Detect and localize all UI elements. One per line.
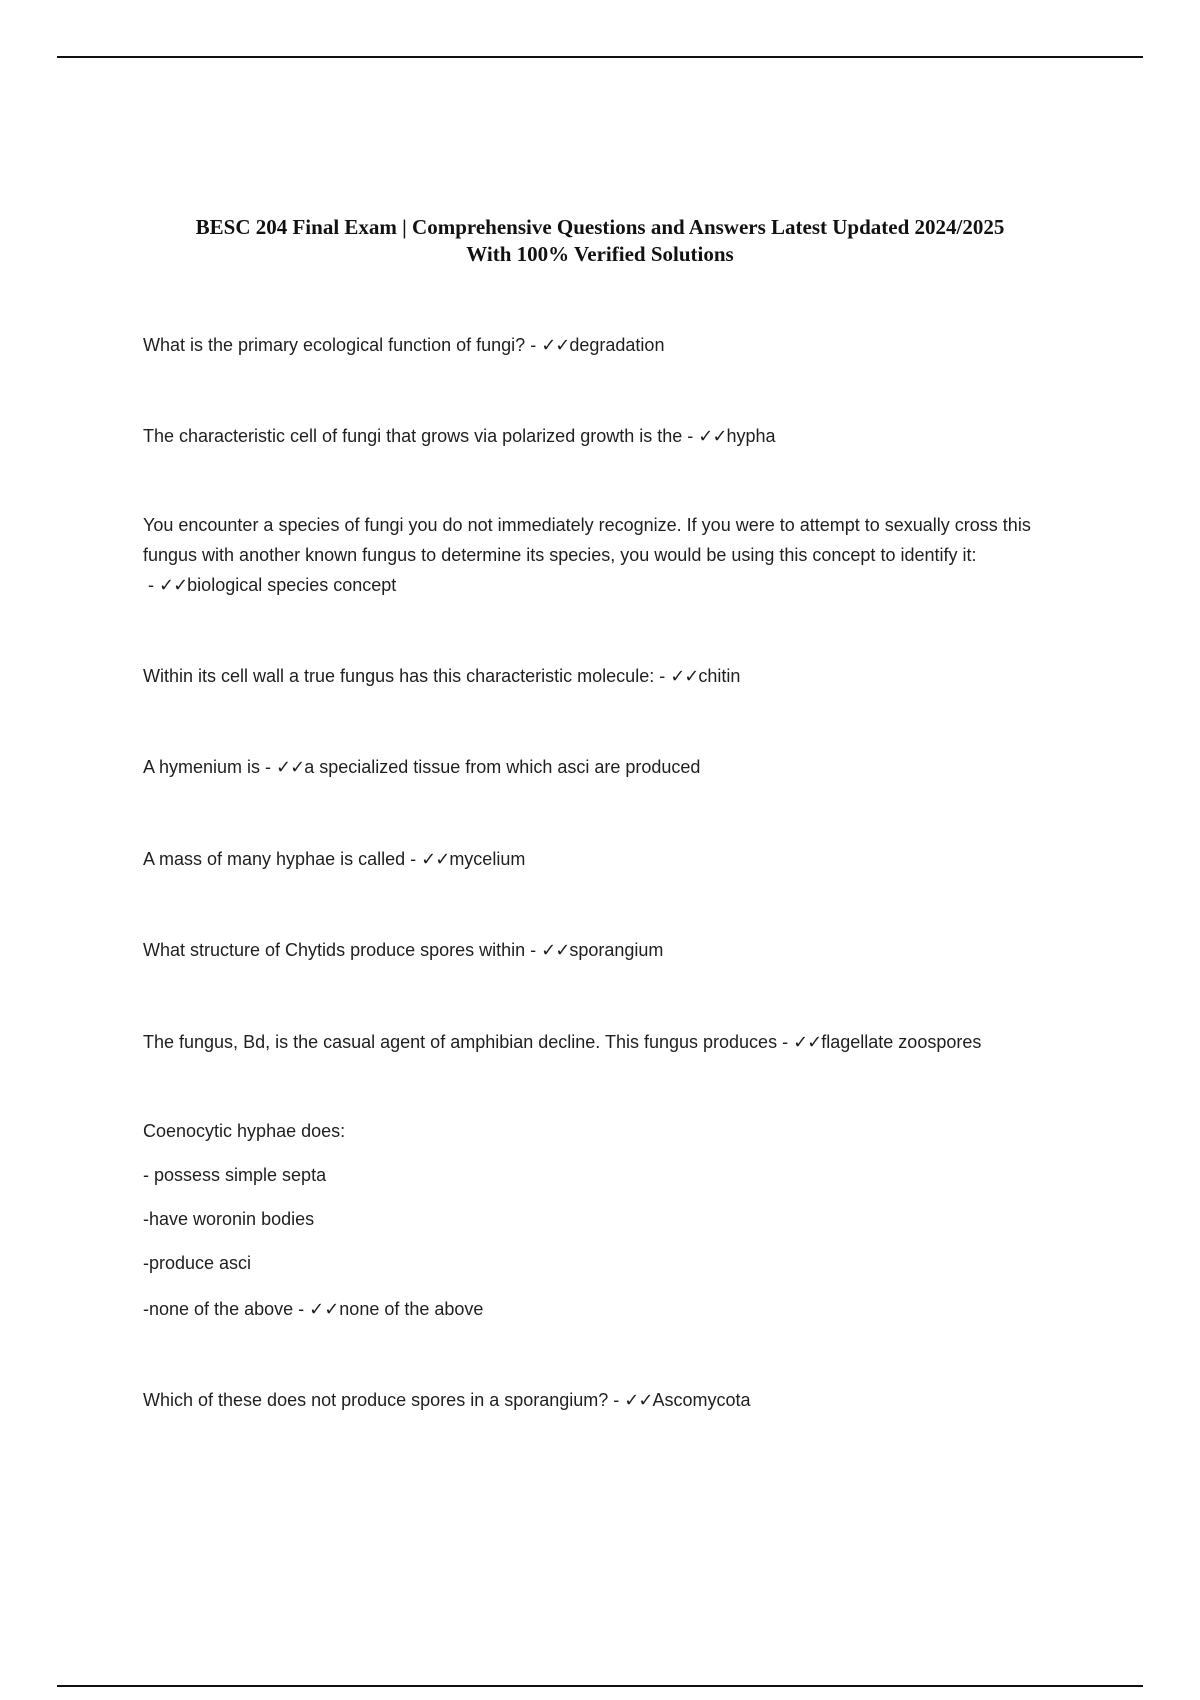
mc-option-4-with-answer bbox=[143, 1294, 483, 1324]
separator: - bbox=[608, 1390, 625, 1410]
question-text: The characteristic cell of fungi that grows via polarized growth is the bbox=[143, 426, 683, 446]
answer-text: biological species concept bbox=[187, 575, 397, 595]
question-text: What is the primary ecological function of fungi? bbox=[143, 335, 526, 355]
check-icon: ✓✓ bbox=[421, 849, 450, 869]
separator: - bbox=[405, 849, 422, 869]
check-icon: ✓✓ bbox=[698, 426, 727, 446]
qa-item-3 bbox=[143, 510, 1083, 600]
qa-item-2 bbox=[143, 421, 1083, 451]
title-line-2: With 100% Verified Solutions bbox=[466, 242, 734, 266]
qa-item-7 bbox=[143, 935, 1083, 965]
separator: - bbox=[525, 940, 542, 960]
answer-text: degradation bbox=[569, 335, 665, 355]
qa-item-6 bbox=[143, 844, 1083, 874]
bottom-rule bbox=[57, 1685, 1143, 1687]
separator: - bbox=[525, 335, 542, 355]
answer-text: hypha bbox=[726, 426, 776, 446]
separator: - bbox=[682, 426, 699, 446]
separator: - bbox=[260, 757, 277, 777]
qa-item-1 bbox=[143, 330, 1083, 360]
answer-text: a specialized tissue from which asci are produced bbox=[304, 757, 701, 777]
question-text: A mass of many hyphae is called bbox=[143, 849, 406, 869]
check-icon: ✓✓ bbox=[793, 1032, 822, 1052]
question-text: Within its cell wall a true fungus has this characteristic molecule: bbox=[143, 666, 655, 686]
qa-item-8 bbox=[143, 1027, 1143, 1057]
check-icon: ✓✓ bbox=[159, 575, 188, 595]
qa-item-last bbox=[143, 1385, 1083, 1415]
answer-text: none of the above bbox=[339, 1299, 484, 1319]
top-rule bbox=[57, 56, 1143, 58]
separator: - bbox=[143, 575, 159, 595]
mc-option-3: -produce asci bbox=[143, 1253, 252, 1273]
answer-text: Ascomycota bbox=[652, 1390, 751, 1410]
separator: - bbox=[777, 1032, 794, 1052]
qa-item-5 bbox=[143, 752, 1083, 782]
answer-text: flagellate zoospores bbox=[821, 1032, 982, 1052]
mc-option-1: - possess simple septa bbox=[143, 1165, 327, 1185]
question-text: The fungus, Bd, is the casual agent of amphibian decline. This fungus produces bbox=[143, 1032, 778, 1052]
option-text: -none of the above bbox=[143, 1299, 294, 1319]
mc-question: Coenocytic hyphae does: bbox=[143, 1121, 346, 1141]
question-text: What structure of Chytids produce spores within bbox=[143, 940, 526, 960]
answer-text: chitin bbox=[698, 666, 741, 686]
answer-text: sporangium bbox=[569, 940, 664, 960]
question-text: You encounter a species of fungi you do not immediately recognize. If you were to attempt to sexually cross this fungus with another known fungus to determine its species, you would be using this concept to identify it: bbox=[143, 515, 1031, 565]
check-icon: ✓✓ bbox=[276, 757, 305, 777]
question-text: Which of these does not produce spores in a sporangium? bbox=[143, 1390, 609, 1410]
question-text: A hymenium is bbox=[143, 757, 261, 777]
separator: - bbox=[293, 1299, 310, 1319]
mc-option-2: -have woronin bodies bbox=[143, 1209, 315, 1229]
check-icon: ✓✓ bbox=[624, 1390, 653, 1410]
check-icon: ✓✓ bbox=[541, 335, 570, 355]
qa-item-4 bbox=[143, 661, 1083, 691]
check-icon: ✓✓ bbox=[541, 940, 570, 960]
check-icon: ✓✓ bbox=[309, 1299, 340, 1319]
answer-text: mycelium bbox=[449, 849, 526, 869]
check-icon: ✓✓ bbox=[670, 666, 699, 686]
title-line-1: BESC 204 Final Exam | Comprehensive Questions and Answers Latest Updated 2024/2025 bbox=[195, 215, 1005, 239]
separator: - bbox=[654, 666, 671, 686]
document-title bbox=[100, 214, 1100, 268]
